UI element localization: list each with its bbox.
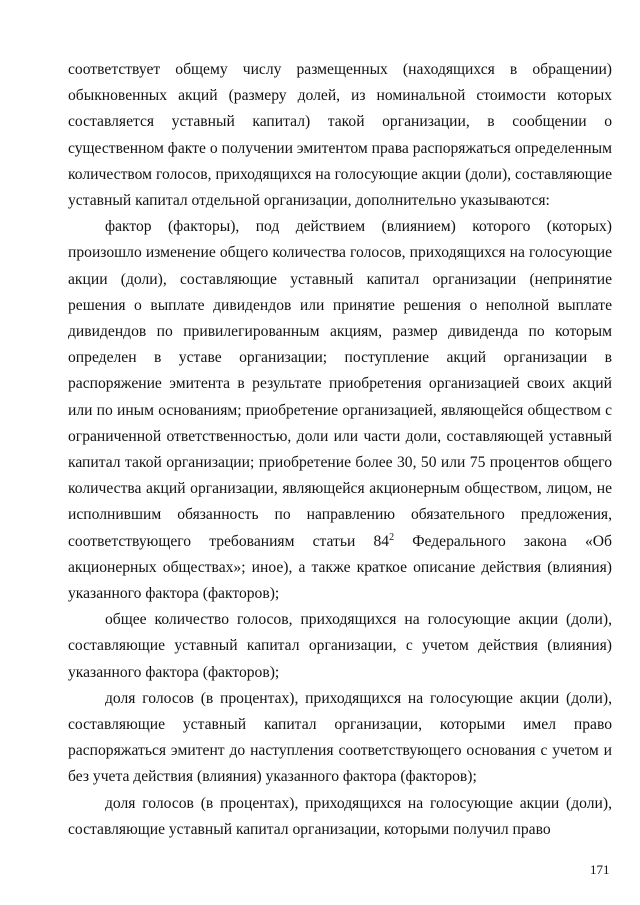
paragraph-4: доля голосов (в процентах), приходящихся на голосующие акции (доли), составляющие уставный капитал организации, которыми имел право распоряжаться эмитент до наступления соответствующего основания с учетом и без учета действия (влияния) указанного фактора (факторов); — [68, 689, 612, 786]
superscript-2: 2 — [389, 531, 395, 543]
page-number: 171 — [590, 862, 610, 877]
paragraph-2-tail: Федерального закона «Об акционерных обществах»; иное), а также краткое описание действия (влияния) указанного фактора (факторов); — [68, 532, 612, 603]
paragraph-1: соответствует общему числу размещенных (находящихся в обращении) обыкновенных акций (размеру долей, из номинальной стоимости которых составляется уставный капитал) такой организации, в сообщении о существенном факте о получении эмитентом права распоряжаться определенным количеством голосов, приходящихся на голосующие акции (доли), составляющие уставный капитал отдельной организации, дополнительно указываются: — [68, 61, 612, 210]
document-body — [68, 57, 612, 843]
paragraph-5: доля голосов (в процентах), приходящихся на голосующие акции (доли), составляющие уставный капитал организации, которыми получил право — [68, 794, 612, 838]
paragraph-3: общее количество голосов, приходящихся на голосующие акции (доли), составляющие уставный капитал организации, с учетом действия (влияния) указанного фактора (факторов); — [68, 611, 612, 681]
paragraph-2 — [68, 214, 612, 607]
paragraph-2-text: фактор (факторы), под действием (влиянием) которого (которых) произошло изменение общего количества голосов, приходящихся на голосующие акции (доли), составляющие уставный капитал организации (непринятие решения о выплате дивидендов или принятие решения о неполной выплате дивидендов по привилегированным акциям, размер дивиденда по которым определен в уставе организации; поступление акций организации в распоряжение эмитента в результате приобретения организацией своих акций или по иным основаниям; приобретение организацией, являющейся обществом с ограниченной ответственностью, доли или части доли, составляющей уставный капитал такой организации; приобретение более 30, 50 или 75 процентов общего количества акций организации, являющейся акционерным обществом, лицом, не исполнившим обязанность по направлению обязательного предложения, соответствующего требованиям статьи 84 — [68, 218, 612, 550]
